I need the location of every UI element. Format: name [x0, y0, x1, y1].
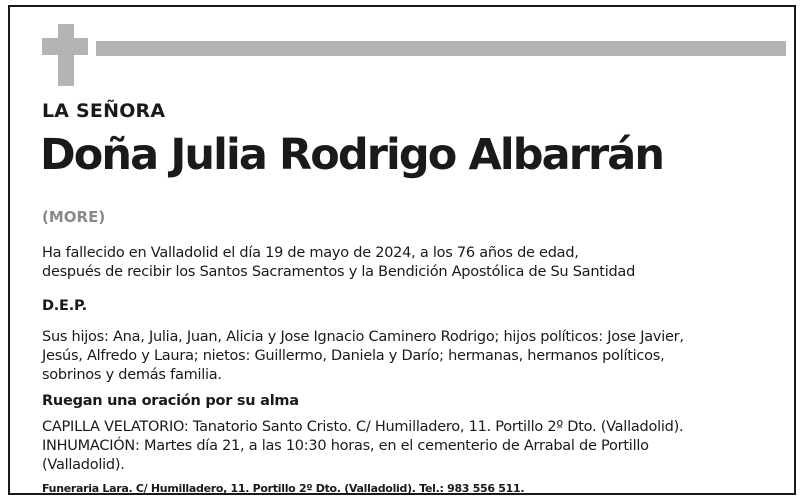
header-rule [96, 41, 786, 56]
service-line: INHUMACIÓN: Martes día 21, a las 10:30 horas, en el cementerio de Arrabal de Portillo [42, 438, 649, 454]
notice-title: LA SEÑORA [42, 100, 166, 122]
announcement-line: después de recibir los Santos Sacramentos y la Bendición Apostólica de Su Santidad [42, 264, 636, 280]
family-list [42, 328, 684, 385]
cross-icon-vertical [58, 24, 74, 86]
announcement-line: Ha fallecido en Valladolid el día 19 de mayo de 2024, a los 76 años de edad, [42, 245, 579, 261]
cross-icon-horizontal [42, 38, 88, 55]
family-line: Sus hijos: Ana, Julia, Juan, Alicia y Jose Ignacio Caminero Rodrigo; hijos políticos: Jose Javier, [42, 329, 684, 345]
deceased-nickname: (MORE) [42, 208, 106, 226]
funeral-home-footer: Funeraria Lara. C/ Humilladero, 11. Portillo 2º Dto. (Valladolid). Tel.: 983 556 511. [42, 482, 525, 495]
dep-label: D.E.P. [42, 298, 87, 314]
service-line: (Valladolid). [42, 457, 125, 473]
service-line: CAPILLA VELATORIO: Tanatorio Santo Cristo. C/ Humilladero, 11. Portillo 2º Dto. (Valladolid). [42, 419, 684, 435]
family-line: sobrinos y demás familia. [42, 367, 222, 383]
death-announcement [42, 244, 635, 282]
prayer-request: Ruegan una oración por su alma [42, 393, 299, 409]
service-details [42, 418, 683, 475]
family-line: Jesús, Alfredo y Laura; nietos: Guillermo, Daniela y Darío; hermanas, hermanos políticos, [42, 348, 665, 364]
obituary-frame [8, 5, 796, 495]
deceased-name: Doña Julia Rodrigo Albarrán [40, 130, 664, 180]
